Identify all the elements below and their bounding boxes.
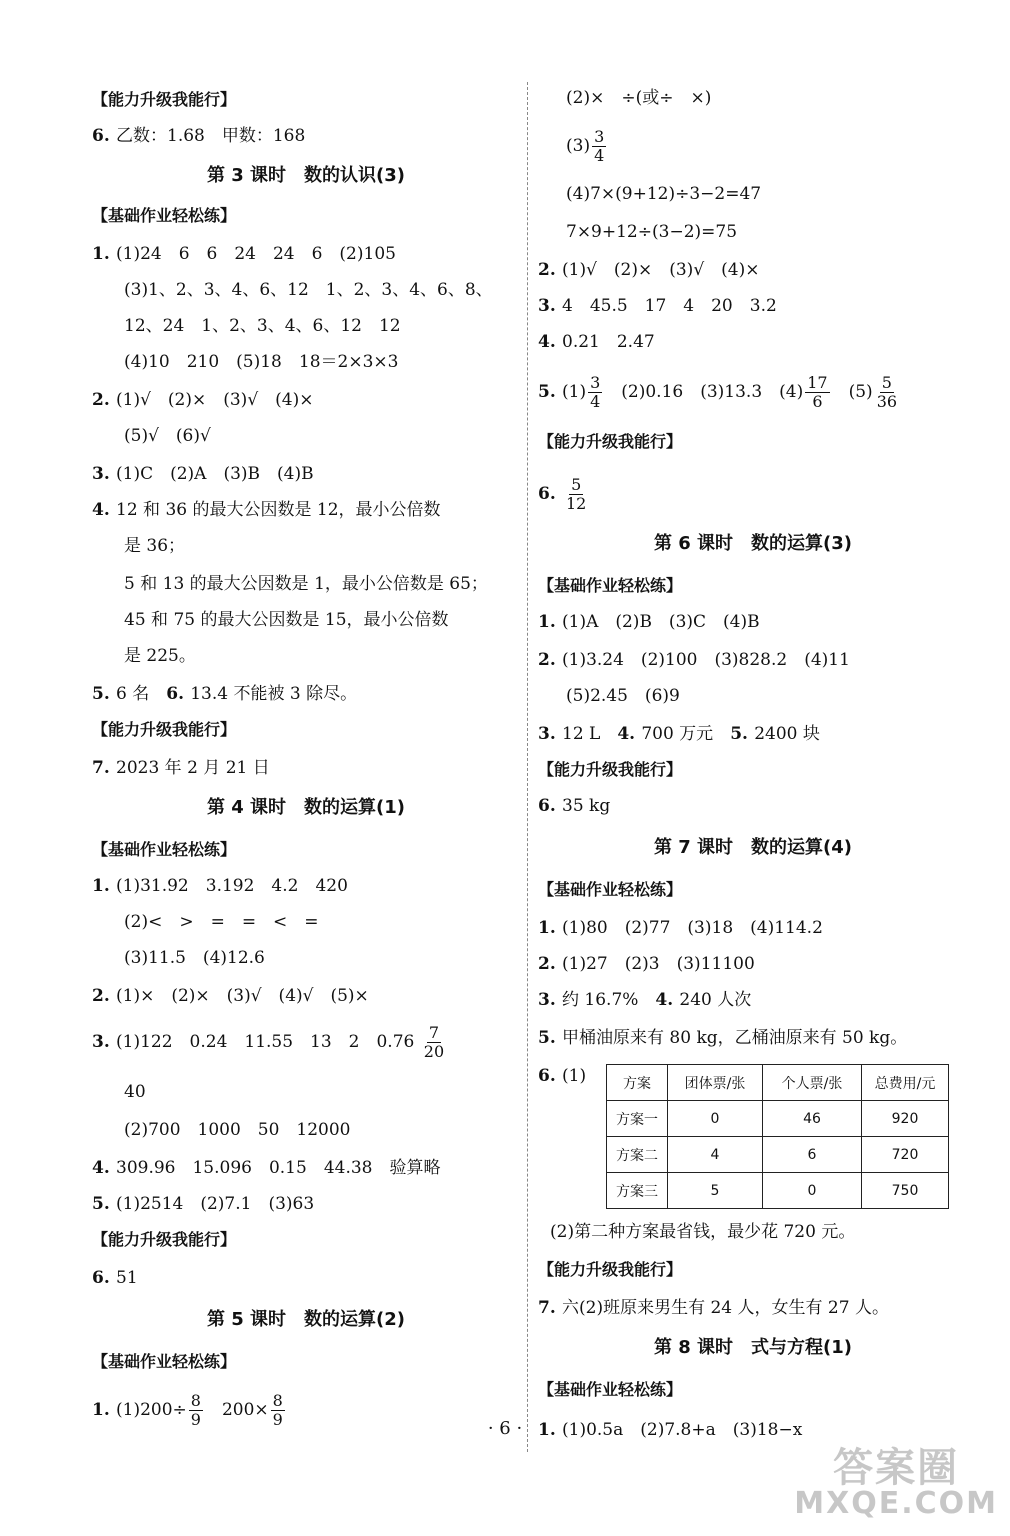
answer-line bbox=[538, 294, 777, 318]
item-number: 3. bbox=[538, 724, 556, 744]
answer-line: 40 bbox=[124, 1082, 146, 1102]
answer-line bbox=[538, 1026, 907, 1050]
answer-text: 6 名 bbox=[116, 684, 167, 704]
item-number: 6. bbox=[538, 1066, 556, 1086]
answer-line bbox=[538, 916, 823, 940]
denominator: 12 bbox=[566, 494, 587, 513]
item-number: 6. bbox=[538, 484, 556, 504]
section-label: 【基础作业轻松练】 bbox=[92, 206, 237, 225]
answer-text: (3) bbox=[566, 136, 591, 156]
item-number: 6. bbox=[92, 1268, 110, 1288]
answer-text: 240 人次 bbox=[679, 990, 752, 1010]
answer-text: 12 L bbox=[562, 724, 618, 744]
answer-text: 甲桶油原来有 80 kg，乙桶油原来有 50 kg。 bbox=[562, 1028, 908, 1048]
answer-line bbox=[92, 124, 305, 148]
answer-text: 700 万元 bbox=[641, 724, 731, 744]
item-number: 6. bbox=[92, 126, 110, 146]
answer-line: 12、24 1、2、3、4、6、12 12 bbox=[124, 316, 401, 336]
section-label: 【能力升级我能行】 bbox=[92, 720, 237, 739]
denominator: 36 bbox=[876, 392, 898, 411]
answer-text: 51 bbox=[116, 1268, 138, 1288]
section-label: 【能力升级我能行】 bbox=[538, 1260, 683, 1279]
item-number: 6. bbox=[166, 684, 184, 704]
numerator: 7 bbox=[428, 1023, 440, 1042]
numerator: 17 bbox=[807, 373, 828, 392]
answer-line bbox=[538, 988, 751, 1012]
item-number: 7. bbox=[92, 758, 110, 778]
denominator: 9 bbox=[272, 1410, 283, 1429]
section-label: 【能力升级我能行】 bbox=[538, 432, 683, 451]
denominator: 20 bbox=[423, 1042, 445, 1061]
table-cell: 720 bbox=[862, 1137, 949, 1173]
answer-text: (1)80 (2)77 (3)18 (4)114.2 bbox=[562, 918, 823, 938]
table-header-cell: 总费用/元 bbox=[862, 1065, 949, 1101]
answer-text: 六(2)班原来男生有 24 人，女生有 27 人。 bbox=[562, 1298, 889, 1318]
answer-line bbox=[92, 1024, 448, 1061]
answer-line: (4)7×(9+12)÷3−2=47 bbox=[566, 184, 762, 204]
answer-text: (1)31.92 3.192 4.2 420 bbox=[116, 876, 348, 896]
item-number: 1. bbox=[538, 918, 556, 938]
answer-text: (1)√ (2)× (3)√ (4)× bbox=[562, 260, 760, 280]
section-label: 【能力升级我能行】 bbox=[538, 760, 683, 779]
answer-text: (1)122 0.24 11.55 13 2 0.76 bbox=[116, 1032, 415, 1052]
numerator: 3 bbox=[590, 373, 601, 392]
answer-line bbox=[92, 1192, 314, 1216]
answer-line bbox=[92, 984, 369, 1008]
table-row bbox=[607, 1173, 949, 1209]
fraction bbox=[592, 128, 606, 165]
answer-text: 200× bbox=[204, 1400, 269, 1420]
item-number: 2. bbox=[92, 390, 110, 410]
table-header-cell: 方案 bbox=[607, 1065, 668, 1101]
answer-text: (1) bbox=[562, 1066, 587, 1086]
numerator: 3 bbox=[594, 127, 605, 146]
item-number: 5. bbox=[538, 382, 556, 402]
item-number: 5. bbox=[92, 1194, 110, 1214]
answer-line bbox=[566, 128, 608, 165]
numerator: 8 bbox=[272, 1391, 283, 1410]
answer-line bbox=[538, 330, 655, 354]
item-number: 2. bbox=[92, 986, 110, 1006]
answer-line bbox=[538, 952, 755, 976]
answer-line bbox=[538, 794, 610, 818]
answer-text: 0.21 2.47 bbox=[562, 332, 655, 352]
table-cell: 46 bbox=[763, 1101, 862, 1137]
table-header-cell: 个人票/张 bbox=[763, 1065, 862, 1101]
column-divider bbox=[527, 82, 528, 1452]
plan-table bbox=[606, 1064, 949, 1209]
answer-text: (1) bbox=[562, 382, 587, 402]
section-label: 【能力升级我能行】 bbox=[92, 90, 237, 109]
answer-text: (1)24 6 6 24 24 6 (2)105 bbox=[116, 244, 396, 264]
answer-line bbox=[92, 874, 348, 898]
answer-line bbox=[538, 374, 901, 411]
answer-text: (1)× (2)× (3)√ (4)√ (5)× bbox=[116, 986, 369, 1006]
table-cell: 0 bbox=[668, 1101, 763, 1137]
table-cell: 方案二 bbox=[607, 1137, 668, 1173]
answer-line bbox=[538, 1296, 889, 1320]
table-header-cell: 团体票/张 bbox=[668, 1065, 763, 1101]
denominator: 4 bbox=[590, 392, 601, 411]
answer-line: (3)11.5 (4)12.6 bbox=[124, 948, 265, 968]
answer-line bbox=[92, 388, 313, 412]
answer-text: 乙数：1.68 甲数：168 bbox=[116, 126, 306, 146]
table-cell: 0 bbox=[763, 1173, 862, 1209]
answer-line: (4)10 210 (5)18 18＝2×3×3 bbox=[124, 352, 399, 372]
item-number: 1. bbox=[538, 1420, 556, 1440]
answer-line bbox=[538, 648, 850, 672]
item-number: 4. bbox=[655, 990, 674, 1010]
answer-line bbox=[92, 1156, 441, 1180]
table-cell: 方案一 bbox=[607, 1101, 668, 1137]
table-cell: 方案三 bbox=[607, 1173, 668, 1209]
fraction bbox=[422, 1024, 446, 1061]
answer-text: 4 45.5 17 4 20 3.2 bbox=[562, 296, 777, 316]
table-cell: 750 bbox=[862, 1173, 949, 1209]
answer-line bbox=[92, 1266, 138, 1290]
watermark-logo bbox=[794, 1445, 998, 1522]
answer-text: (1)√ (2)× (3)√ (4)× bbox=[116, 390, 314, 410]
answer-line bbox=[538, 1064, 586, 1088]
answer-text: (5) bbox=[831, 382, 873, 402]
item-number: 1. bbox=[538, 612, 556, 632]
item-number: 5. bbox=[92, 684, 110, 704]
denominator: 9 bbox=[190, 1410, 201, 1429]
item-number: 4. bbox=[538, 332, 556, 352]
item-number: 2. bbox=[538, 260, 556, 280]
answer-text: 35 kg bbox=[562, 796, 611, 816]
lesson-heading: 第 4 课时 数的运算(1) bbox=[206, 797, 406, 818]
answer-line: 45 和 75 的最大公因数是 15，最小公倍数 bbox=[124, 610, 449, 630]
item-number: 3. bbox=[538, 990, 556, 1010]
numerator: 8 bbox=[190, 1391, 201, 1410]
item-number: 1. bbox=[92, 244, 110, 264]
answer-line bbox=[92, 756, 270, 780]
answer-line: 是 225。 bbox=[124, 646, 196, 666]
answer-text: 2400 块 bbox=[754, 724, 820, 744]
answer-line bbox=[538, 476, 590, 513]
table-cell: 5 bbox=[668, 1173, 763, 1209]
item-number: 5. bbox=[730, 724, 748, 744]
section-label: 【基础作业轻松练】 bbox=[92, 1352, 237, 1371]
page-number: · 6 · bbox=[487, 1418, 523, 1439]
table-cell: 6 bbox=[763, 1137, 862, 1173]
item-number: 4. bbox=[92, 1158, 110, 1178]
answer-line: (5)2.45 (6)9 bbox=[566, 686, 680, 706]
denominator: 4 bbox=[594, 146, 605, 165]
answer-line: 是 36； bbox=[124, 536, 186, 556]
fraction bbox=[564, 476, 588, 513]
fraction bbox=[805, 374, 829, 411]
lesson-heading: 第 8 课时 式与方程(1) bbox=[653, 1337, 853, 1358]
answer-line: (2)< > = = < = bbox=[124, 912, 319, 932]
answer-line bbox=[538, 258, 759, 282]
item-number: 2. bbox=[538, 650, 556, 670]
section-label: 【基础作业轻松练】 bbox=[538, 576, 683, 595]
fraction bbox=[588, 374, 602, 411]
watermark-text: 答案圈 bbox=[833, 1445, 960, 1491]
table-header-row bbox=[607, 1065, 949, 1101]
answer-line: (2)× ÷(或÷ ×) bbox=[566, 88, 712, 108]
item-number: 3. bbox=[538, 296, 556, 316]
item-number: 1. bbox=[92, 876, 110, 896]
answer-text: (2)0.16 (3)13.3 (4) bbox=[604, 382, 804, 402]
answer-text: (1)2514 (2)7.1 (3)63 bbox=[116, 1194, 315, 1214]
item-number: 7. bbox=[538, 1298, 556, 1318]
item-number: 4. bbox=[617, 724, 636, 744]
item-number: 5. bbox=[538, 1028, 556, 1048]
numerator: 5 bbox=[571, 475, 582, 494]
answer-line: (3)1、2、3、4、6、12 1、2、3、4、6、8、 bbox=[124, 280, 493, 300]
lesson-heading: 第 6 课时 数的运算(3) bbox=[653, 533, 853, 554]
answer-text: 约 16.7% bbox=[562, 990, 656, 1010]
answer-text: 309.96 15.096 0.15 44.38 验算略 bbox=[116, 1158, 441, 1178]
answer-text: (1)27 (2)3 (3)11100 bbox=[562, 954, 755, 974]
answer-line bbox=[92, 682, 357, 706]
item-number: 6. bbox=[538, 796, 556, 816]
answer-line bbox=[92, 462, 314, 486]
answer-line bbox=[92, 242, 396, 266]
answer-text: (1)3.24 (2)100 (3)828.2 (4)11 bbox=[562, 650, 850, 670]
item-number: 3. bbox=[92, 1032, 110, 1052]
item-number: 4. bbox=[92, 500, 110, 520]
fraction bbox=[875, 374, 899, 411]
answer-text: (1)C (2)A (3)B (4)B bbox=[116, 464, 314, 484]
answer-line: 7×9+12÷(3−2)=75 bbox=[566, 222, 738, 242]
table-row bbox=[607, 1101, 949, 1137]
answer-text: (1)A (2)B (3)C (4)B bbox=[562, 612, 760, 632]
item-number: 1. bbox=[92, 1400, 110, 1420]
section-label: 【基础作业轻松练】 bbox=[538, 880, 683, 899]
answer-line: (2)700 1000 50 12000 bbox=[124, 1120, 351, 1140]
answer-line: (5)√ (6)√ bbox=[124, 426, 211, 446]
section-label: 【基础作业轻松练】 bbox=[538, 1380, 683, 1399]
answer-line: (2)第二种方案最省钱，最少花 720 元。 bbox=[550, 1222, 856, 1242]
answer-line: 5 和 13 的最大公因数是 1，最小公倍数是 65； bbox=[124, 574, 488, 594]
denominator: 6 bbox=[812, 392, 823, 411]
section-label: 【能力升级我能行】 bbox=[92, 1230, 237, 1249]
answer-line bbox=[538, 610, 760, 634]
table-cell: 4 bbox=[668, 1137, 763, 1173]
lesson-heading: 第 5 课时 数的运算(2) bbox=[206, 1309, 406, 1330]
answer-text: 12 和 36 的最大公因数是 12，最小公倍数 bbox=[116, 500, 441, 520]
answer-line bbox=[92, 498, 441, 522]
table-row bbox=[607, 1137, 949, 1173]
numerator: 5 bbox=[881, 373, 892, 392]
item-number: 3. bbox=[92, 464, 110, 484]
answer-text: (1)200÷ bbox=[116, 1400, 187, 1420]
answer-text: 2023 年 2 月 21 日 bbox=[116, 758, 270, 778]
answer-text: (1)0.5a (2)7.8+a (3)18−x bbox=[562, 1420, 803, 1440]
lesson-heading: 第 7 课时 数的运算(4) bbox=[653, 837, 853, 858]
lesson-heading: 第 3 课时 数的认识(3) bbox=[206, 165, 406, 186]
table-cell: 920 bbox=[862, 1101, 949, 1137]
section-label: 【基础作业轻松练】 bbox=[92, 840, 237, 859]
answer-line bbox=[538, 722, 820, 746]
item-number: 2. bbox=[538, 954, 556, 974]
answer-text: 13.4 不能被 3 除尽。 bbox=[190, 684, 358, 704]
watermark-url: MXQE.COM bbox=[794, 1486, 998, 1521]
